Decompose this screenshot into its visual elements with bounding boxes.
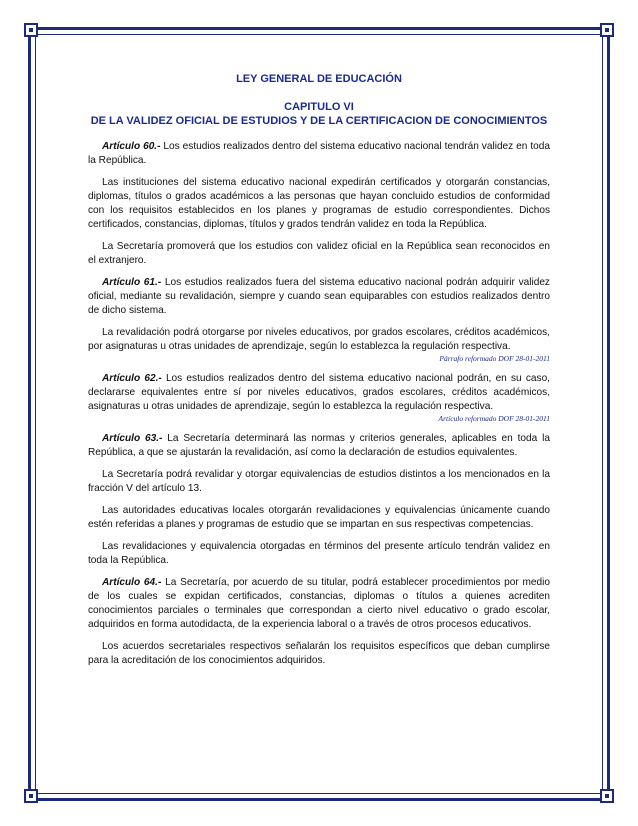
paragraph-art64-1 — [88, 576, 550, 632]
paragraph-text: La Secretaría promoverá que los estudios con validez oficial en la República sean reconocidos en el extranjero. — [88, 241, 550, 266]
paragraph-text: Los estudios realizados dentro del sistema educativo nacional podrán, en su caso, declararse equivalentes entre sí por niveles educativos, grados escolares, créditos académicos, asignaturas u otras unidades de aprendizaje, según lo establezca la regulación respectiva. — [88, 373, 550, 412]
law-title: LEY GENERAL DE EDUCACIÓN — [236, 73, 402, 85]
corner-ornament-top-right — [600, 23, 614, 37]
chapter-number: CAPITULO VI — [284, 101, 354, 113]
paragraph-art64-2 — [88, 640, 550, 668]
chapter-title: DE LA VALIDEZ OFICIAL DE ESTUDIOS Y DE LA CERTIFICACION DE CONOCIMIENTOS — [90, 115, 548, 127]
paragraph-art62 — [88, 372, 550, 424]
paragraph-text: La Secretaría podrá revalidar y otorgar equivalencias de estudios distintos a los mencionados en la fracción V del artículo 13. — [88, 469, 550, 494]
paragraph-text: Las autoridades educativas locales otorgarán revalidaciones y equivalencias únicamente cuando estén referidas a planes y programas de estudio que se impartan en sus respectivas competencias. — [88, 505, 550, 530]
article-label: Artículo 64.- — [102, 577, 162, 588]
paragraph-text: Los acuerdos secretariales respectivos señalarán los requisitos específicos que deban cumplirse para la acreditación de los conocimientos adquiridos. — [88, 641, 550, 666]
corner-ornament-top-left — [24, 23, 38, 37]
paragraph-text: La Secretaría, por acuerdo de su titular, podrá establecer procedimientos por medio de los cuales se expidan certificados, constancias, diplomas o títulos a quienes acrediten conocimientos parciales o terminales que correspondan a cierto nivel educativo o grado escolar, adquiridos en forma autodidacta, de la experiencia laboral o a través de otros procesos educativos. — [88, 577, 550, 630]
article-label: Artículo 61.- — [102, 277, 162, 288]
article-label: Artículo 63.- — [102, 433, 163, 444]
reform-note: Artículo reformado DOF 28-01-2011 — [438, 414, 550, 423]
paragraph-text: Las revalidaciones y equivalencia otorgadas en términos del presente artículo tendrán validez en toda la República. — [88, 541, 550, 566]
paragraph-art60-1 — [88, 140, 550, 168]
paragraph-art61-1 — [88, 276, 550, 318]
article-label: Artículo 62.- — [102, 373, 162, 384]
paragraph-art60-2 — [88, 176, 550, 232]
paragraph-text: La revalidación podrá otorgarse por niveles educativos, por grados escolares, créditos académicos, por asignaturas u otras unidades de aprendizaje, según lo establezca la regulación respectiva. — [88, 327, 550, 352]
article-label: Artículo 60.- — [102, 141, 161, 152]
paragraph-art61-2 — [88, 326, 550, 364]
corner-ornament-bottom-right — [600, 789, 614, 803]
document-body — [88, 72, 550, 676]
paragraph-text: La Secretaría determinará las normas y criterios generales, aplicables en toda la República, a que se ajustarán la revalidación, así como la declaración de estudios equivalentes. — [88, 433, 550, 458]
paragraph-text: Los estudios realizados dentro del sistema educativo nacional tendrán validez en toda la República. — [88, 141, 550, 166]
corner-ornament-bottom-left — [24, 789, 38, 803]
paragraph-art63-1 — [88, 432, 550, 460]
paragraph-art63-3 — [88, 504, 550, 532]
paragraph-art63-2 — [88, 468, 550, 496]
paragraph-text: Los estudios realizados fuera del sistema educativo nacional podrán adquirir validez oficial, mediante su revalidación, siempre y cuando sean equiparables con estudios realizados dentro de dicho sistema. — [88, 277, 550, 316]
paragraph-text: Las instituciones del sistema educativo nacional expedirán certificados y otorgarán constancias, diplomas, títulos o grados académicos a las personas que hayan concluido estudios de conformidad con los requisitos establecidos en los planes y programas de estudio correspondientes. Dichos certificados, constancias, diplomas, títulos y grados tendrán validez en toda la República. — [88, 177, 550, 230]
reform-note: Párrafo reformado DOF 28-01-2011 — [439, 354, 550, 363]
paragraph-art63-4 — [88, 540, 550, 568]
paragraph-art60-3 — [88, 240, 550, 268]
